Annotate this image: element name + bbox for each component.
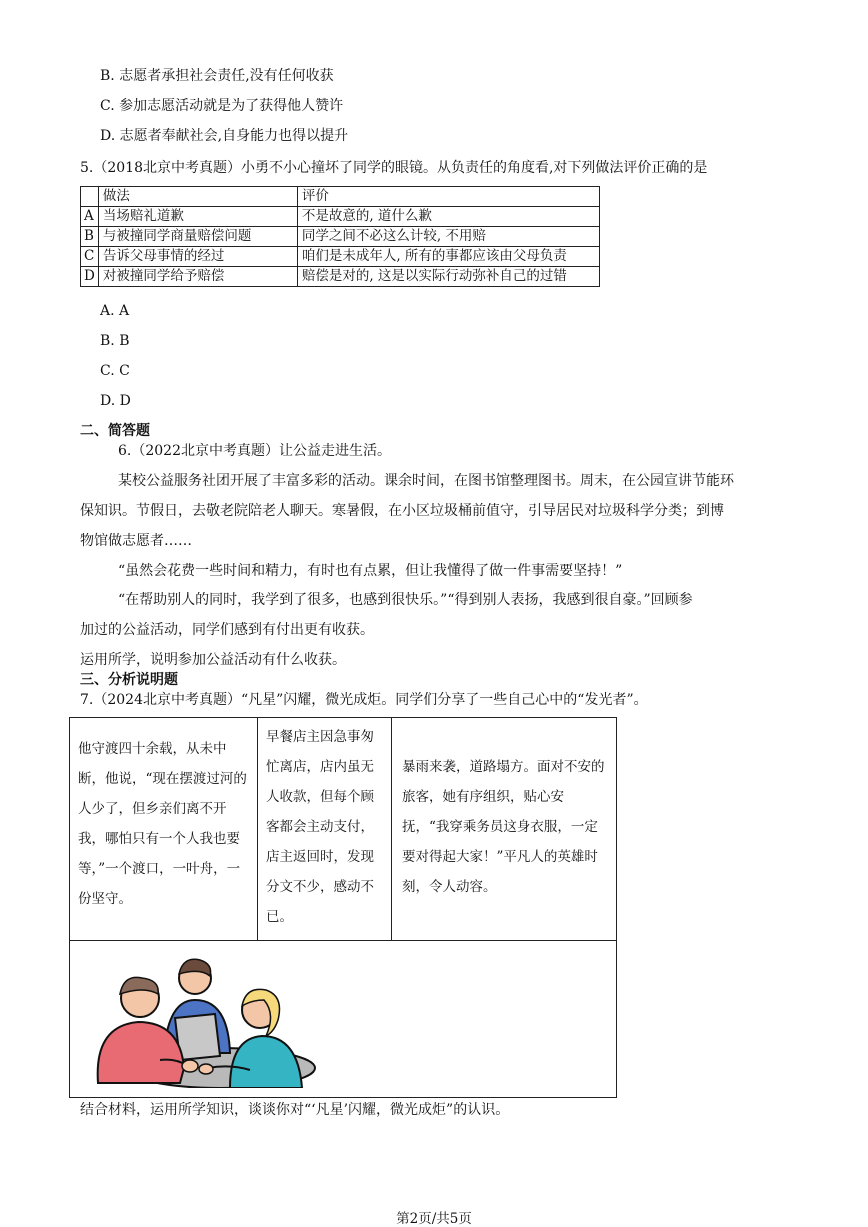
table-cell: C bbox=[81, 247, 99, 267]
q7-question: 结合材料，运用所学知识，谈谈你对“‘凡星’闪耀，微光成炬”的认识。 bbox=[80, 1102, 510, 1118]
table-header-row bbox=[81, 187, 600, 207]
table-row bbox=[81, 227, 600, 247]
option-b-q5: B. B bbox=[100, 333, 130, 349]
table-cell: A bbox=[81, 207, 99, 227]
table-cell: D bbox=[81, 267, 99, 287]
option-d-q5: D. D bbox=[100, 393, 131, 409]
q6-paragraph: 加过的公益活动，同学们感到有付出更有收获。 bbox=[80, 622, 374, 638]
table-cell: 咱们是未成年人, 所有的事都应该由父母负责 bbox=[297, 247, 599, 267]
table-row bbox=[81, 247, 600, 267]
table-cell: 与被撞同学商量赔偿问题 bbox=[98, 227, 297, 247]
option-c-q4: C. 参加志愿活动就是为了获得他人赞许 bbox=[100, 98, 344, 114]
table-cell: 不是故意的, 道什么歉 bbox=[297, 207, 599, 227]
section2-heading: 二、简答题 bbox=[80, 423, 150, 439]
option-b-q4: B. 志愿者承担社会责任,没有任何收获 bbox=[100, 68, 334, 84]
material-text: 他守渡四十余载，从未中断，他说，“现在摆渡过河的人少了，但乡亲们离不开我，哪怕只有一个人我也要等，”一个渡口，一叶舟，一份坚守。 bbox=[78, 741, 247, 907]
material-divider bbox=[70, 940, 616, 941]
q6-paragraph: 保知识。节假日，去敬老院陪老人聊天。寒暑假，在小区垃圾桶前值守，引导居民对垃圾科学分类；到博 bbox=[80, 503, 724, 519]
table-cell: 对被撞同学给予赔偿 bbox=[98, 267, 297, 287]
material-cell-breakfast bbox=[258, 718, 392, 940]
people-illustration bbox=[80, 948, 340, 1088]
table-cell: B bbox=[81, 227, 99, 247]
q6-question: 运用所学，说明参加公益活动有什么收获。 bbox=[80, 652, 346, 668]
q6-quote: “在帮助别人的同时，我学到了很多，也感到很快乐。”“得到别人表扬，我感到很自豪。”回顾参 bbox=[118, 592, 693, 608]
material-cell-ferryman bbox=[70, 718, 258, 940]
q7-material-box bbox=[69, 717, 617, 1098]
material-cell-attendant bbox=[392, 718, 618, 940]
q6-stem: 6.（2022北京中考真题）让公益走进生活。 bbox=[118, 443, 391, 459]
q6-paragraph: 某校公益服务社团开展了丰富多彩的活动。课余时间，在图书馆整理图书。周末，在公园宣讲节能环 bbox=[118, 473, 734, 489]
table-cell: 当场赔礼道歉 bbox=[98, 207, 297, 227]
q6-quote: “虽然会花费一些时间和精力，有时也有点累，但让我懂得了做一件事需要坚持！” bbox=[118, 563, 623, 579]
q5-table bbox=[80, 186, 600, 287]
material-text: 暴雨来袭，道路塌方。面对不安的旅客，她有序组织，贴心安抚，“我穿乘务员这身衣服，一定要对得起大家！”平凡人的英雄时刻，令人动容。 bbox=[402, 759, 605, 895]
section3-heading: 三、分析说明题 bbox=[80, 672, 178, 688]
q6-paragraph: 物馆做志愿者…… bbox=[80, 533, 192, 549]
option-d-q4: D. 志愿者奉献社会,自身能力也得以提升 bbox=[100, 128, 349, 144]
table-row bbox=[81, 207, 600, 227]
table-header-cell: 评价 bbox=[297, 187, 599, 207]
q7-stem: 7.（2024北京中考真题）“凡星”闪耀，微光成炬。同学们分享了一些自己心中的“发光者”。 bbox=[80, 692, 648, 708]
q5-stem: 5.（2018北京中考真题）小勇不小心撞坏了同学的眼镜。从负责任的角度看,对下列做法评价正确的是 bbox=[80, 160, 708, 176]
table-cell: 赔偿是对的, 这是以实际行动弥补自己的过错 bbox=[297, 267, 599, 287]
option-c-q5: C. C bbox=[100, 363, 130, 379]
option-a-q5: A. A bbox=[100, 303, 130, 319]
material-text: 早餐店主因急事匆忙离店，店内虽无人收款，但每个顾客都会主动支付，店主返回时，发现分文不少，感动不已。 bbox=[266, 729, 374, 925]
table-cell: 同学之间不必这么计较, 不用赔 bbox=[297, 227, 599, 247]
table-row bbox=[81, 267, 600, 287]
page-footer: 第2页/共5页 bbox=[396, 1211, 472, 1227]
table-header-cell: 做法 bbox=[98, 187, 297, 207]
table-cell: 告诉父母事情的经过 bbox=[98, 247, 297, 267]
table-header-cell bbox=[81, 187, 99, 207]
